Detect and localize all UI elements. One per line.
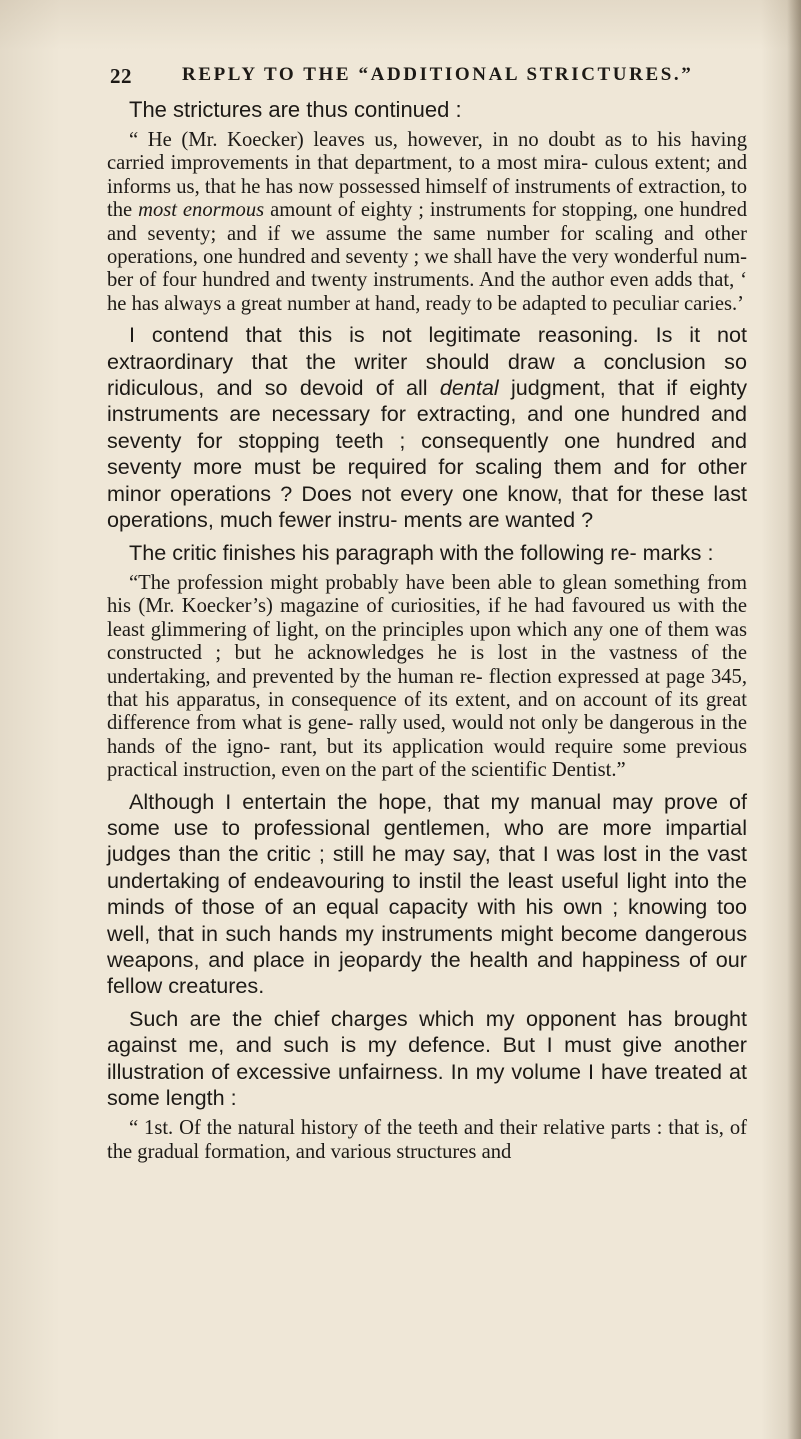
paragraph-contention	[107, 322, 747, 533]
paragraph-hope: Although I entertain the hope, that my manual may prove of some use to professional gentlemen, who are more impartial judges than the critic ; still he may say, that I was lost in the vast undertaking of endeavouring to instil the least useful light into the minds of those of an equal capacity with his own ; knowing too well, that in such hands my instruments might become dangerous weapons, and place in jeopardy the health and happiness of our fellow creatures.	[107, 788, 747, 999]
quote-strictures	[107, 129, 747, 316]
paragraph-intro: The strictures are thus continued :	[129, 97, 462, 122]
page-number: 22	[110, 64, 132, 88]
text-segment: I contend that this is not legitimate reasoning. Is it not extraordinary that the writer should draw a conclusion so ridiculous, and so devoid of all	[107, 322, 747, 401]
quote-profession: “The profession might probably have been able to glean something from his (Mr. Koecker’s) magazine of curiosities, if he had favoured us with the least glimmering of light, on the principles upon which any one of them was constructed ; but he acknowledges he is lost in the vastness of the undertaking, and prevented by the human re- flection expressed at page 345, that his apparatus, in consequence of its extent, and on account of its great difference from what is gene- rally used, would not only be dangerous in the hands of the igno- rant, but its application would require some previous practical instruction, even on the part of the scientific Dentist.”	[107, 571, 747, 782]
running-head: REPLY TO THE “ADDITIONAL STRICTURES.”	[182, 64, 694, 85]
emphasis-dental: dental	[439, 375, 499, 401]
page-edge-shadow	[787, 0, 801, 1439]
emphasis-most-enormous: most enormous	[138, 199, 265, 222]
text-segment: judgment, that if eighty instruments are necessary for extracting, and one hundred and seventy for stopping teeth ; consequently one hundred and seventy more must be required for scaling them and for other minor operations ? Does not every one know, that for these last operations, much fewer instru- ments are wanted ?	[107, 375, 748, 533]
paragraph-critic-finishes: The critic finishes his paragraph with the following re- marks :	[129, 539, 714, 565]
quote-natural-history: “ 1st. Of the natural history of the teeth and their relative parts : that is, of the gradual formation, and various structures and	[107, 1117, 747, 1163]
quote-segment: amount of eighty ; instruments for stopping, one hundred and seventy; and if we assume the same number for scaling and other operations, one hundred and seventy ; we shall have the very wonderful num- ber of four hundred and twenty instruments. And the author even adds that, ‘ he has always a great number at hand, ready to be adapted to peculiar caries.’	[107, 199, 747, 315]
quote-segment: “ He (Mr. Koecker) leaves us, however, in no doubt as to his having carried improvements in that department, to a most mira- culous extent; and informs us, that he has now possessed himself of instruments of extraction, to the	[107, 129, 747, 222]
paragraph-charges: Such are the chief charges which my opponent has brought against me, and such is my defence. But I must give another illustration of excessive unfairness. In my volume I have treated at some length :	[107, 1005, 747, 1111]
page-body	[107, 96, 747, 1170]
page-header	[110, 64, 750, 94]
